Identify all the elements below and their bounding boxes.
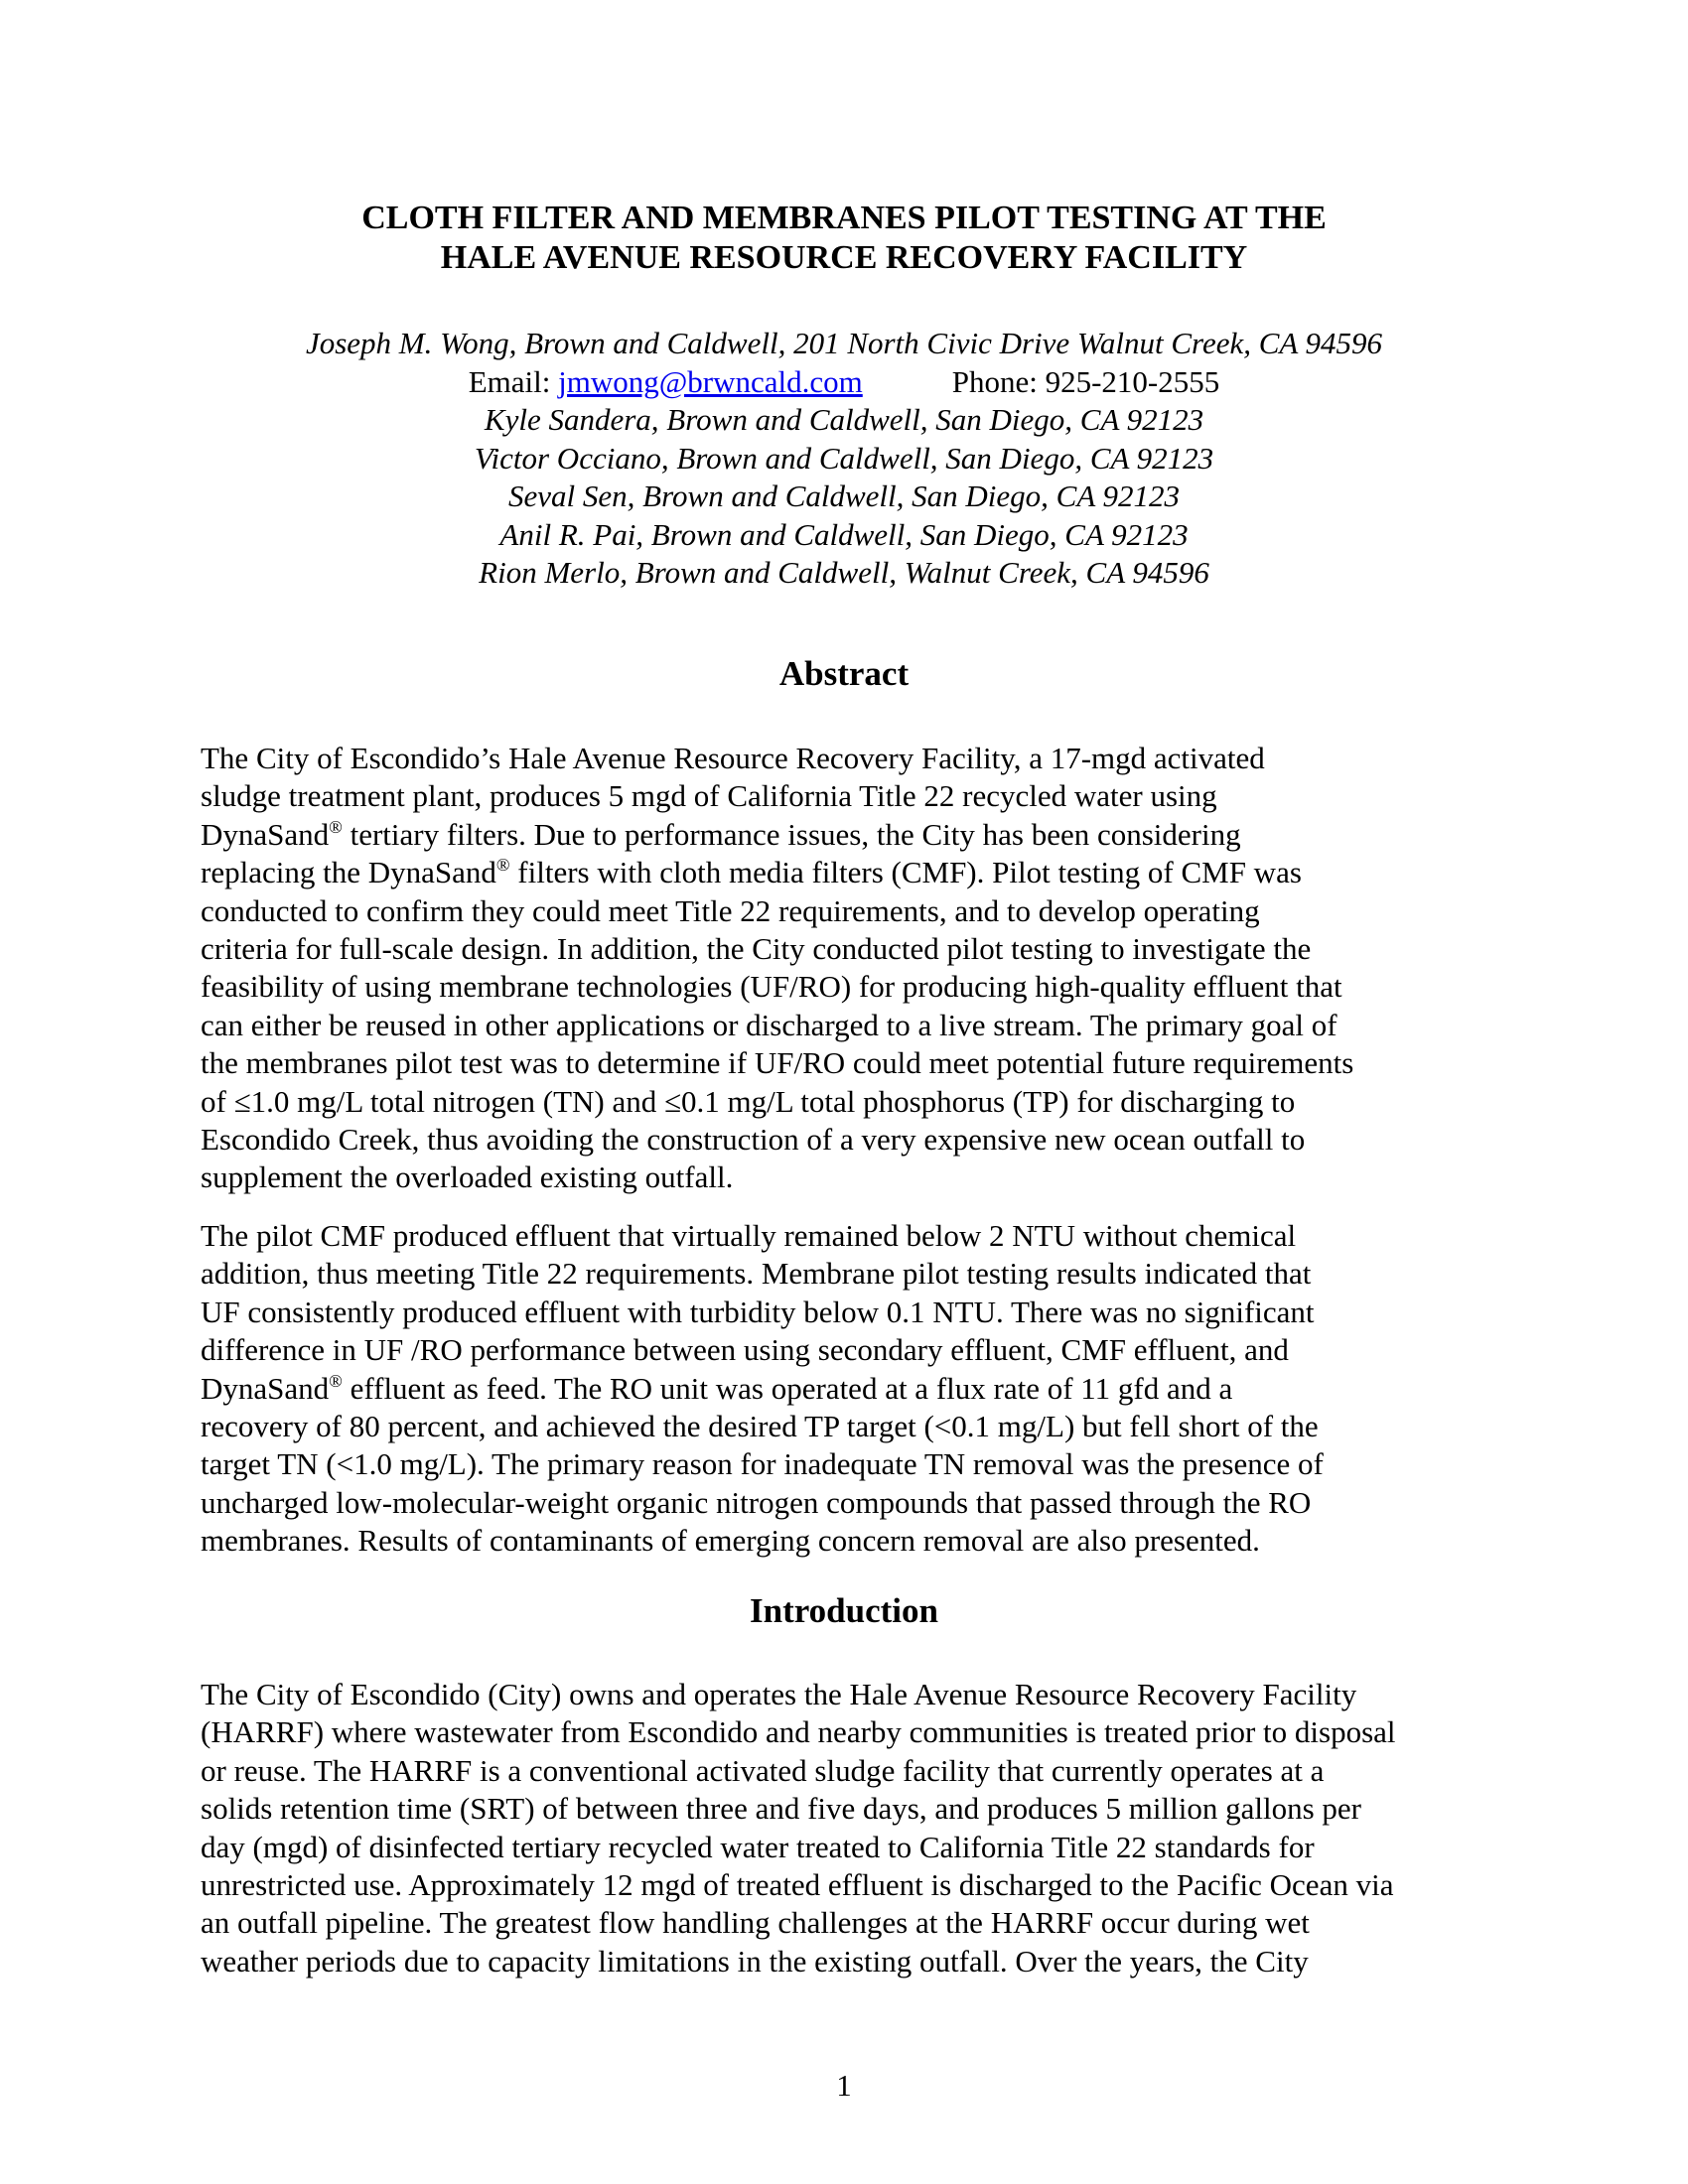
text-line: can either be reused in other applications or discharged to a live stream. The primary goal of [201, 1007, 1337, 1042]
text-line: sludge treatment plant, produces 5 mgd of California Title 22 recycled water using [201, 778, 1217, 814]
abstract-paragraph-1 [201, 740, 1501, 1197]
text-line: criteria for full-scale design. In addition, the City conducted pilot testing to investigate the [201, 931, 1312, 967]
text-line: weather periods due to capacity limitations in the existing outfall. Over the years, the City [201, 1943, 1309, 1979]
text-line: recovery of 80 percent, and achieved the desired TP target (<0.1 mg/L) but fell short of the [201, 1409, 1319, 1444]
author-line: Kyle Sandera, Brown and Caldwell, San Diego, CA 92123 [484, 402, 1204, 437]
text-fragment: DynaSand [201, 1370, 330, 1406]
text-line: Escondido Creek, thus avoiding the construction of a very expensive new ocean outfall to [201, 1122, 1306, 1158]
page-number: 1 [836, 2068, 852, 2103]
text-line: The City of Escondido (City) owns and operates the Hale Avenue Resource Recovery Facility [201, 1677, 1357, 1711]
text-line: The pilot CMF produced effluent that virtually remained below 2 NTU without chemical [201, 1218, 1297, 1253]
text-line: difference in UF /RO performance between using secondary effluent, CMF effluent, and [201, 1332, 1289, 1368]
contact-line [149, 363, 1539, 402]
author-line: Seval Sen, Brown and Caldwell, San Diego, CA 92123 [508, 478, 1180, 513]
text-fragment: DynaSand [201, 816, 330, 852]
text-line: uncharged low-molecular-weight organic nitrogen compounds that passed through the RO [201, 1484, 1312, 1520]
text-line: conducted to confirm they could meet Title 22 requirements, and to develop operating [201, 892, 1260, 928]
text-fragment: filters with cloth media filters (CMF). Pilot testing of CMF was [509, 855, 1302, 890]
text-line: addition, thus meeting Title 22 requirements. Membrane pilot testing results indicated that [201, 1256, 1312, 1292]
text-line: target TN (<1.0 mg/L). The primary reason for inadequate TN removal was the presence of [201, 1446, 1324, 1482]
text-line: The City of Escondido’s Hale Avenue Resource Recovery Facility, a 17-mgd activated [201, 741, 1265, 775]
text-line: UF consistently produced effluent with turbidity below 0.1 NTU. There was no significant [201, 1294, 1315, 1329]
text-fragment: replacing the DynaSand [201, 855, 496, 890]
text-line: an outfall pipeline. The greatest flow handling challenges at the HARRF occur during wet [201, 1905, 1310, 1941]
paper-title-line-1: CLOTH FILTER AND MEMBRANES PILOT TESTING AT THE [361, 200, 1327, 236]
text-line: (HARRF) where wastewater from Escondido and nearby communities is treated prior to disposal [201, 1714, 1396, 1750]
email-link[interactable]: jmwong@brwncald.com [558, 363, 863, 399]
author-line: Victor Occiano, Brown and Caldwell, San Diego, CA 92123 [474, 440, 1214, 476]
registered-mark: ® [329, 1370, 343, 1391]
paper-title-line-2: HALE AVENUE RESOURCE RECOVERY FACILITY [440, 239, 1248, 276]
text-line [201, 1370, 1501, 1408]
text-line: unrestricted use. Approximately 12 mgd of treated effluent is discharged to the Pacific Ocean via [201, 1867, 1394, 1903]
text-line: feasibility of using membrane technologies (UF/RO) for producing high-quality effluent that [201, 969, 1342, 1005]
text-line: membranes. Results of contaminants of emerging concern removal are also presented. [201, 1523, 1260, 1559]
author-line: Rion Merlo, Brown and Caldwell, Walnut Creek, CA 94596 [479, 555, 1209, 590]
author-block [149, 325, 1539, 593]
abstract-heading: Abstract [778, 654, 910, 693]
text-fragment: effluent as feed. The RO unit was operated at a flux rate of 11 gfd and a [342, 1370, 1233, 1406]
text-line: solids retention time (SRT) of between three and five days, and produces 5 million gallons per [201, 1791, 1361, 1827]
text-line: or reuse. The HARRF is a conventional activated sludge facility that currently operates at a [201, 1752, 1325, 1788]
text-line: day (mgd) of disinfected tertiary recycled water treated to California Title 22 standards for [201, 1829, 1315, 1864]
introduction-paragraph-1 [201, 1676, 1501, 1980]
author-primary: Joseph M. Wong, Brown and Caldwell, 201 North Civic Drive Walnut Creek, CA 94596 [305, 326, 1383, 360]
author-line: Anil R. Pai, Brown and Caldwell, San Diego, CA 92123 [499, 516, 1189, 552]
introduction-heading: Introduction [750, 1591, 938, 1630]
text-fragment: tertiary filters. Due to performance issues, the City has been considering [342, 816, 1241, 852]
registered-mark: ® [495, 855, 510, 876]
text-line: of ≤1.0 mg/L total nitrogen (TN) and ≤0.1 mg/L total phosphorus (TP) for discharging to [201, 1083, 1296, 1119]
email-label: Email: [468, 363, 559, 399]
text-line [201, 816, 1501, 854]
text-line [201, 854, 1501, 891]
paper-title [199, 199, 1489, 278]
text-line: the membranes pilot test was to determine if UF/RO could meet potential future requirements [201, 1045, 1354, 1081]
abstract-paragraph-2 [201, 1217, 1501, 1561]
phone-text: Phone: 925-210-2555 [951, 363, 1220, 399]
text-line: supplement the overloaded existing outfall. [201, 1160, 734, 1195]
registered-mark: ® [329, 816, 343, 837]
